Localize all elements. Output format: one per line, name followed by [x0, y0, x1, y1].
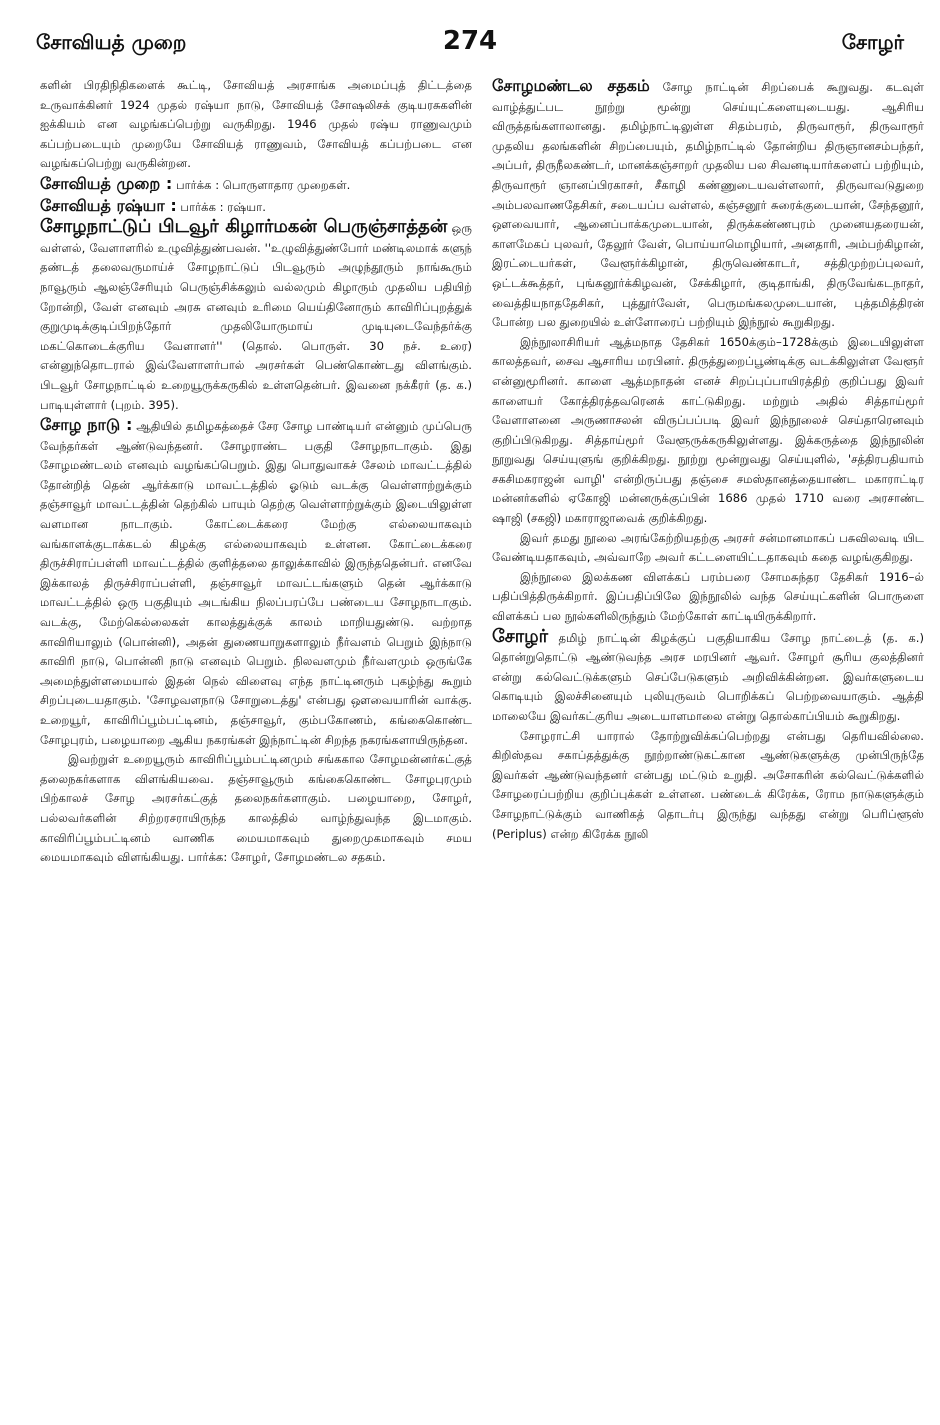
entry-text: இந்நூலாசிரியர் ஆத்மநாத தேசிகர் 1650க்கும்–1728க்கும் இடையிலுள்ள காலத்தவர், சைவ ஆசாரிய மரபினர். திருத்துறைப்பூண்டிக்கு வடக்கிலுள்ள வேளூர் என்னுமூரினர். காளை ஆத்மநாதன் எனச் சிறப்புப்பாயிரத்திற் குறிப்பது இவர் காளையர் கோத்திரத்தவரெனக் காட்டுகிறது. மற்றும் அதில் சித்தாய்மூர் வேளாளனை அருணாசலன் விருப்பப்படி இவர் இந்நூலைச் செய்தாரெனவும் குறிப்பிடுகிறது. சித்தாய்மூர் வேளூருக்கருகிலுள்ளது. இக்கருத்தை இந்நூலின் நூறுவது செய்யுளுங் குறிக்கிறது. நூற்று மூன்றுவது செய்யுளில், 'சத்திரபதியாம் சகசிமகராஜன் வாழி' என்றிருப்பது தஞ்சை சமஸ்தானத்தையாண்ட மகாராட்டிர மன்னர்களில் ஏகோஜி மன்னருக்குப்பின் 1686 முதல் 1710 வரை அரசாண்ட ஷாஜி (சகஜி) மகாராஜாவைக் குறிக்கிறது. — [492, 334, 924, 526]
entry-text: ஒரு வள்ளல், வேளாளரில் உழுவித்துண்பவன். ''உழுவித்துண்போர் மண்டிலமாக் களுந் தண்டத் தலைவருமாய்ச் சோழநாட்டுப் பிடவூரும் அழுந்தூரும் நாங்கூரும் நாவூரும் ஆலஞ்சேரியும் பெருஞ்சிக்கலும் வல்லமும் கிழாரும் முதலிய பதியிற் றோன்றி, வேள் எனவும் அரசு எனவும் உரிமை யெய்தினோரும் காவிரிப்புறத்துக் குறுமுடிக்குடிப்பிறந்தோர் முதலியோருமாய் முடியுடைவேந்தர்க்கு மகட்கொடைக்குரிய வேளாளர்'' (தொல். பொருள். 30 நச். உரை) என்னுந்தொடரால் இவ்வேளாளர்பால் அரசர்கள் பெண்கொண்டது விளங்கும். பிடவூர் சோழநாட்டில் உறையூருக்கருகில் உள்ளதென்பர். இவனை நக்கீரர் (த. க.) பாடியுள்ளார் (புறம். 395). — [40, 221, 473, 412]
entry-text: சோழராட்சி யாரால் தோற்றுவிக்கப்பெற்றது என்பது தெரியவில்லை. கிறிஸ்தவ சகாப்தத்துக்கு நூற்றாண்டுகட்கான ஆண்டுகளுக்கு முன்பிருந்தே இவர்கள் ஆண்டுவந்தனர் என்பது மட்டும் உறுதி. அசோகரின் கல்வெட்டுக்களில் சோழரைப்பற்றிய குறிப்புக்கள் உள்ளன. பண்டைக் கிரேக்க, ரோம நாடுகளுக்கும் சோழநாட்டுக்கும் வாணிகத் தொடர்பு இருந்து வந்தது என்று பெரிப்ளூஸ் (Periplus) என்ற கிரேக்க நூலி — [492, 728, 924, 841]
entry-paragraph — [40, 415, 472, 750]
entry-paragraph — [492, 76, 924, 333]
entry-headword: சோழ நாடு : — [40, 415, 133, 435]
left-column — [40, 76, 472, 868]
entry-headword: சோழமண்டல சதகம் — [492, 76, 650, 95]
right-column — [492, 76, 924, 844]
entry-text: தமிழ் நாட்டின் கிழக்குப் பகுதியாகிய சோழ நாட்டைத் (த. க.) தொன்றுதொட்டு ஆண்டுவந்த அரச மரபினர் ஆவர். சோழர் சூரிய குலத்தினர் என்று கல்வெட்டுக்களும் செப்பேடுகளும் அறிவிக்கின்றன. இவர்களுடைய கொடியும் இலச்சினையும் புலியுருவம் பொறிக்கப் பெற்றவையாகும். ஆத்தி மாலையே இவர்கட்குரிய அடையாளமாலை என்று தொல்காப்பியம் கூறுகிறது. — [492, 630, 925, 723]
entry-headword: சோவியத் முறை : — [40, 173, 173, 193]
entry-text: இவர் தமது நூலை அரங்கேற்றியதற்கு அரசர் சன்மானமாகப் பசுவிலவடி யிட வேண்டியதாகவும், அவ்வாறே அவர் கட்டளையிட்டதாகவும் கதை வழங்குகிறது. — [492, 530, 924, 565]
entry-paragraph — [40, 750, 472, 868]
entry-text: இவற்றுள் உறையூரும் காவிரிப்பூம்பட்டினமும் சங்ககால சோழமன்னர்கட்குத் தலைநகர்களாக விளங்கியவை. தஞ்சாவூரும் கங்கைகொண்ட சோழபுரமும் பிற்காலச் சோழ அரசர்கட்குத் தலைநகர்களாகும். பழையாறை, சோழர், பல்லவர்களின் சிற்றரசராயிருந்த காலத்தில் வாழ்ந்துவந்த இடமாகும். காவிரிப்பூம்பட்டினம் வாணிக மையமாகவும் துறைமுகமாகவும் சமய மையமாகவும் விளங்கியது. பார்க்க: சோழர், சோழமண்டல சதகம். — [40, 752, 472, 865]
entry-paragraph — [492, 529, 924, 568]
entry-text: பார்க்க : பொருளாதார முறைகள். — [175, 177, 351, 192]
entry-text: இந்நூலை இலக்கண விளக்கப் பரம்பரை சோமசுந்தர தேசிகர் 1916–ல் பதிப்பித்திருக்கிறார். இப்பதிப்பிலே இந்நூலில் வந்த செய்யுட்களின் பொருளை விளக்கப் பல நூல்களிலிருந்தும் மேற்கோள் காட்டியிருக்கிறார். — [492, 569, 924, 624]
page-number: 274 — [442, 26, 498, 56]
entry-paragraph — [40, 76, 472, 174]
entry-paragraph — [40, 196, 472, 218]
header-right-word: சோழர் — [841, 30, 904, 54]
header-left-word: சோவியத் முறை — [36, 30, 187, 54]
running-header — [36, 26, 904, 62]
entry-paragraph — [492, 333, 924, 529]
entry-headword: சோழநாட்டுப் பிடவூர் கிழார்மகன் பெருஞ்சாத்தன் — [40, 216, 448, 238]
entry-headword: சோழர் — [492, 625, 549, 647]
entry-text: ஆதியில் தமிழகத்தைச் சேர சோழ பாண்டியர் என்னும் முப்பெரு வேந்தர்கள் ஆண்டுவந்தனர். சோழராண்ட பகுதி சோழநாடாகும். இது சோழமண்டலம் எனவும் வழங்கப்பெறும். இது பொதுவாகச் சேலம் மாவட்டத்தில் தோன்றித் தென் ஆர்க்காடு மாவட்டத்தில் ஓடும் வடக்கு வெள்ளாற்றுக்கும் தஞ்சாவூர் மாவட்டத்தின் தெற்கில் பாயும் தெற்கு வெள்ளாற்றுக்கும் இடையிலுள்ள வளமான நாடாகும். கோட்டைக்கரை மேற்கு எல்லையாகவும் வங்காளக்குடாக்கடல் கிழக்கு எல்லையாகவும் உள்ளன. கோட்டைக்கரை திருச்சிராப்பள்ளி மாவட்டத்தில் குளித்தலை தாலுக்காவில் இருந்ததென்பர். எனவே இக்காலத் திருச்சிராப்பள்ளி, தஞ்சாவூர் மாவட்டங்களும் தென் ஆர்க்காடு மாவட்டத்தில் ஒரு பகுதியும் அடங்கிய நிலப்பரப்பே பண்டைய சோழநாடாகும். வடக்கு, மேற்கெல்லைகள் காலத்துக்குக் காலம் மாறியதுண்டு. வற்றாத காவிரியாலும் (பொன்னி), அதன் துணையாறுகளாலும் நீர்வளம் பெறும் இந்நாடு காவிரி நாடு, பொன்னி நாடு எனவும் பெறும். நிலவளமும் நீர்வளமும் ஒருங்கே அமைந்துள்ளமையால் இதன் நெல் விளைவு எந்த நாட்டினரும் புகழ்ந்து கூறும் சிறப்புடையதாகும். 'சோழவளநாடு சோறுடைத்து' என்பது ஔவையாரின் வாக்கு. உறையூர், காவிரிப்பூம்பட்டினம், தஞ்சாவூர், கும்பகோணம், கங்கைகொண்ட சோழபுரம், பழையாறை ஆகிய நகரங்கள் இந்நாட்டின் சிறந்த நகரங்களாயிருந்தன. — [40, 419, 472, 747]
entry-text: களின் பிரதிநிதிகளைக் கூட்டி, சோவியத் அரசாங்க அமைப்புத் திட்டத்தை உருவாக்கினர் 1924 முதல் ரஷ்யா நாடு, சோவியத் சோஷலிசக் குடியரசுகளின் ஐக்கியம் என வழங்கப்பெற்று வருகிறது. 1946 முதல் ரஷ்ய ராணுவமும் கப்பற்படையும் முறையே சோவியத் ராணுவம், சோவியத் கப்பற்படை என வழங்கப்பெற்று வருகின்றன. — [40, 78, 472, 171]
entry-paragraph — [40, 174, 472, 196]
entry-text: சோழ நாட்டின் சிறப்பைக் கூறுவது. கடவுள் வாழ்த்துட்பட நூற்று மூன்று செய்யுட்களையுடையது. ஆசிரிய விருத்தங்களாலானது. தமிழ்நாட்டிலுள்ள சிதம்பரம், திருவாரூர், திருவாரூர் முதலிய தலங்களின் சிறப்பையும், தமிழ்நாட்டில் தோன்றிய திருஞானசம்பந்தர், அப்பர், திருநீலகண்டர், மானக்கஞ்சாறர் முதலிய பல சிவனடியார்களைப் பற்றியும், திருவாரூர் ஞானப்பிரகாசர், சீகாழி கண்ணுடையவள்ளலார், திருவாவடுதுறை அம்பலவாணதேசிகர், சடையப்ப வள்ளல், கஞ்சனூர் சுரைக்குடையான், சேந்தனூர், ஔவையார், ஆனைப்பாக்கமுடையான், திருக்கண்ணபுரம் முனையதரையன், காளமேகப் புலவர், தேலூர் வேள், பொய்யாமொழியார், அனதாரி, அம்பற்கிழான், இரட்டையர்கள், வேளூர்க்கிழான், திருவெண்காடர், சத்திமுற்றப்புலவர், ஒட்டக்கூத்தர், புங்கனூர்க்கிழவன், சேக்கிழார், குடிதாங்கி, திருவேங்கடநாதர், வைத்தியநாததேசிகர், புத்தூர்வேள், பெருமங்கலமுடையான், புத்தமித்திரன் போன்ற பல துறையில் உள்ளோரைப் பற்றியும் இந்நூல் கூறுகிறது. — [492, 80, 924, 330]
entry-paragraph — [492, 568, 924, 627]
entry-text: பார்க்க : ரஷ்யா. — [180, 199, 266, 214]
entry-headword: சோவியத் ரஷ்யா : — [40, 195, 177, 215]
entry-paragraph — [492, 727, 924, 845]
entry-paragraph — [40, 217, 472, 415]
entry-paragraph — [492, 627, 924, 727]
